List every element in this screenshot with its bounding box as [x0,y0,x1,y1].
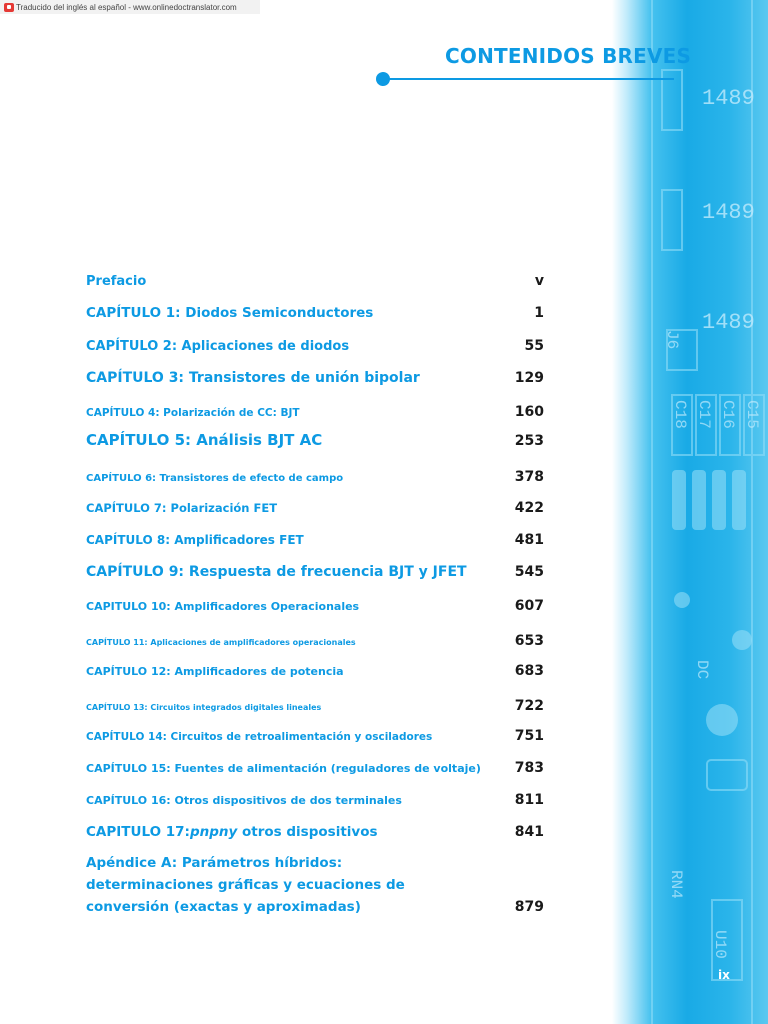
toc-page-number: 653 [514,633,544,649]
toc-page-number: 160 [514,404,544,420]
toc-label: CAPÍTULO 13: Circuitos integrados digitales lineales [86,703,322,712]
toc-page-number: 481 [514,532,544,548]
toc-entry-chapter-17[interactable] [86,821,546,840]
translator-banner[interactable] [0,0,260,14]
bg-label-u10: U10 [711,930,729,959]
toc-entry-chapter-15[interactable] [86,757,546,776]
bg-label-1489a: 1489 [702,86,755,111]
toc-page-number: 55 [524,338,544,354]
toc-entry-chapter-9[interactable] [86,561,546,580]
toc-label: CAPÍTULO 14: Circuitos de retroalimentación y osciladores [86,731,433,743]
toc-page-number: 253 [514,433,544,449]
toc-label-italic: pnpny [189,824,238,840]
toc-page-number: 1 [534,305,544,321]
toc-label: CAPÍTULO 12: Amplificadores de potencia [86,665,344,678]
toc-entry-chapter-12[interactable] [86,660,546,679]
toc-label: CAPITULO 10: Amplificadores Operacionales [86,600,360,613]
toc-page-number: 751 [514,728,544,744]
translate-icon [4,3,14,12]
toc-entry-chapter-10[interactable] [86,595,546,614]
toc-page-number: 879 [514,899,544,915]
toc-page-number: v [534,273,544,289]
toc-entry-chapter-13[interactable] [86,695,546,714]
toc-label: CAPÍTULO 6: Transistores de efecto de campo [86,473,344,484]
bg-label-j6: J6 [663,330,681,350]
bg-label-c15: C15 [743,400,761,429]
toc-page-number: 683 [514,663,544,679]
toc-entry-chapter-2[interactable] [86,335,546,354]
toc-label: CAPÍTULO 9: Respuesta de frecuencia BJT y JFET [86,564,467,580]
page-title: CONTENIDOS BREVES [445,44,692,68]
toc-label: CAPÍTULO 15: Fuentes de alimentación (reguladores de voltaje) [86,762,481,775]
circuit-board-graphic [612,0,768,1024]
bg-label-1489b: 1489 [702,200,755,225]
toc-label: Apéndice A: Parámetros híbridos: determinaciones gráficas y ecuaciones de conversión (exactas y aproximadas) [86,855,405,915]
toc-entry-chapter-16[interactable] [86,789,546,808]
toc-entry-chapter-6[interactable] [86,466,546,485]
toc-page-number: 841 [514,824,544,840]
toc-entry-chapter-11[interactable] [86,630,546,649]
toc-page-number: 607 [514,598,544,614]
bg-label-1489c: 1489 [702,310,755,335]
bg-label-rn4: RN4 [667,870,685,899]
toc-label: CAPÍTULO 7: Polarización FET [86,501,278,515]
toc-page-number: 129 [514,370,544,386]
toc-label: CAPÍTULO 1: Diodos Semiconductores [86,305,374,321]
toc-entry-chapter-8[interactable] [86,529,546,548]
toc-page-number: 422 [514,500,544,516]
toc-label: CAPÍTULO 4: Polarización de CC: BJT [86,407,300,419]
toc-entry-chapter-5[interactable] [86,430,546,449]
toc-entry-chapter-1[interactable] [86,302,546,321]
toc-entry-chapter-14[interactable] [86,725,546,744]
bg-label-dc: DC [693,660,711,680]
page-number: ix [718,968,730,982]
translator-banner-text: Traducido del inglés al español - www.onlinedoctranslator.com [16,2,237,12]
toc-entry-chapter-7[interactable] [86,497,546,516]
toc-label: CAPÍTULO 11: Aplicaciones de amplificadores operacionales [86,638,356,647]
toc-label: Prefacio [86,274,147,289]
toc-page-number: 783 [514,760,544,776]
toc-page-number: 378 [514,469,544,485]
toc-entry-chapter-3[interactable] [86,367,546,386]
bg-label-c17: C17 [695,400,713,429]
toc-label: CAPÍTULO 5: Análisis BJT AC [86,431,323,449]
toc-label-prefix: CAPITULO 17: [86,824,190,840]
toc-label: CAPÍTULO 16: Otros dispositivos de dos terminales [86,794,402,807]
toc-page-number: 722 [514,698,544,714]
toc-entry-chapter-4[interactable] [86,401,546,420]
toc-label: CAPÍTULO 8: Amplificadores FET [86,533,304,547]
bg-label-c16: C16 [719,400,737,429]
toc-page-number: 811 [514,792,544,808]
circuit-board-image [612,0,768,1024]
title-bullet-dot [376,72,390,86]
toc-label-suffix: otros dispositivos [237,824,378,840]
toc-label: CAPÍTULO 2: Aplicaciones de diodos [86,339,350,354]
toc-label [86,824,378,840]
toc-label: CAPÍTULO 3: Transistores de unión bipolar [86,370,420,386]
title-rule [384,78,674,80]
toc-page-number: 545 [514,564,544,580]
toc-entry-prefacio[interactable] [86,270,546,289]
bg-label-c18: C18 [671,400,689,429]
toc-entry-appendix-a[interactable] [86,852,546,918]
